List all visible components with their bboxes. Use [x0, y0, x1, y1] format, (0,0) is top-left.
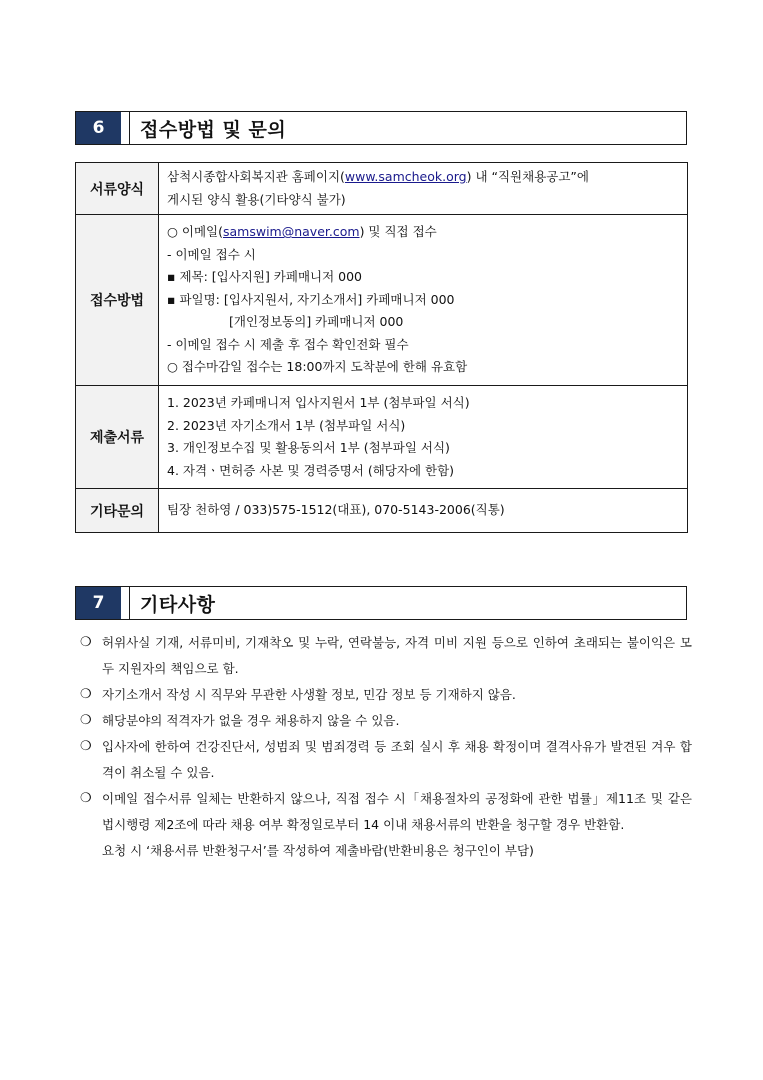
section-7-number: 7 [76, 587, 121, 619]
homepage-link[interactable]: www.samcheok.org [344, 169, 467, 184]
method-line-5: [개인정보동의] 카페매니저 000 [229, 314, 404, 330]
circle-bullet-icon: ❍ [80, 791, 92, 806]
method-line-1-post: ) 및 직접 접수 [359, 224, 437, 240]
list-item [80, 630, 692, 682]
list-item [80, 734, 692, 786]
method-line-2: - 이메일 접수 시 [167, 246, 256, 262]
note-text: 해당분야의 적격자가 없을 경우 채용하지 않을 수 있음. [102, 713, 400, 728]
table-row-form [76, 163, 688, 215]
section-6-divider [121, 112, 130, 144]
section-7-divider [121, 587, 130, 619]
row-label-inquiry: 기타문의 [76, 489, 159, 533]
other-notes-list [80, 630, 692, 864]
note-text: 이메일 접수서류 일체는 반환하지 않으나, 직접 접수 시「채용절차의 공정화에 관한 법률」제11조 및 같은 법시행령 제2조에 따라 채용 여부 확정일로부터 14 이내 채용서류의 반환을 청구할 경우 반환함. [102, 791, 692, 832]
document-item: 1. 2023년 카페매니저 입사지원서 1부 (첨부파일 서식) [167, 395, 470, 410]
note-text: 자기소개서 작성 시 직무와 무관한 사생활 정보, 민감 정보 등 기재하지 않음. [102, 687, 516, 702]
circle-bullet-icon: ❍ [80, 635, 92, 650]
note-extra-text: 요청 시 ‘채용서류 반환청구서’를 작성하여 제출바람(반환비용은 청구인이 부담) [102, 843, 534, 858]
document-item: 3. 개인정보수집 및 활용동의서 1부 (첨부파일 서식) [167, 440, 450, 455]
method-line-6: - 이메일 접수 시 제출 후 접수 확인전화 필수 [167, 336, 409, 352]
method-line-3: ▪ 제목: [입사지원] 카페매니저 000 [167, 269, 363, 285]
section-6-number: 6 [76, 112, 121, 144]
row-content-documents [159, 386, 688, 489]
form-line-2: 게시된 양식 활용(기타양식 불가) [167, 191, 346, 207]
application-info-table [75, 162, 688, 533]
form-line-1-post: ) 내 “직원채용공고”에 [466, 169, 589, 184]
circle-bullet-icon: ❍ [80, 687, 92, 702]
document-item: 4. 자격ㆍ면허증 사본 및 경력증명서 (해당자에 한함) [167, 462, 455, 478]
section-7-title: 기타사항 [140, 593, 216, 616]
circle-bullet-icon: ❍ [80, 713, 92, 728]
section-7-header [75, 586, 687, 620]
row-content-method [159, 215, 688, 386]
email-link[interactable]: samswim@naver.com [222, 224, 360, 240]
method-line-1-pre: ○ 이메일( [167, 224, 223, 240]
row-label-form: 서류양식 [76, 163, 159, 215]
table-row-method [76, 215, 688, 386]
row-label-method: 접수방법 [76, 215, 159, 386]
form-line-1 [167, 166, 687, 189]
circle-bullet-icon: ❍ [80, 739, 92, 754]
section-6-header [75, 111, 687, 145]
list-item [80, 786, 692, 838]
method-line-4: ▪ 파일명: [입사지원서, 자기소개서] 카페매니저 000 [167, 291, 455, 307]
row-label-documents: 제출서류 [76, 386, 159, 489]
document-item: 2. 2023년 자기소개서 1부 (첨부파일 서식) [167, 417, 406, 433]
note-text: 허위사실 기재, 서류미비, 기재착오 및 누락, 연락불능, 자격 미비 지원 등으로 인하여 초래되는 불이익은 모두 지원자의 책임으로 함. [102, 635, 692, 676]
table-row-inquiry [76, 489, 688, 533]
table-row-documents [76, 386, 688, 489]
list-item [80, 708, 692, 734]
form-line-1-pre: 삼척시종합사회복지관 홈페이지( [167, 169, 345, 184]
method-line-7: ○ 접수마감일 접수는 18:00까지 도착분에 한해 유효함 [167, 359, 468, 375]
method-line-1 [167, 221, 687, 244]
note-text: 입사자에 한하여 건강진단서, 성범죄 및 범죄경력 등 조회 실시 후 채용 확정이며 결격사유가 발견된 겨우 합격이 취소될 수 있음. [102, 739, 692, 780]
row-content-form [159, 163, 688, 215]
section-6-title: 접수방법 및 문의 [140, 118, 287, 141]
row-content-inquiry: 팀장 천하영 / 033)575-1512(대표), 070-5143-2006(직통) [159, 489, 688, 533]
list-item [80, 682, 692, 708]
